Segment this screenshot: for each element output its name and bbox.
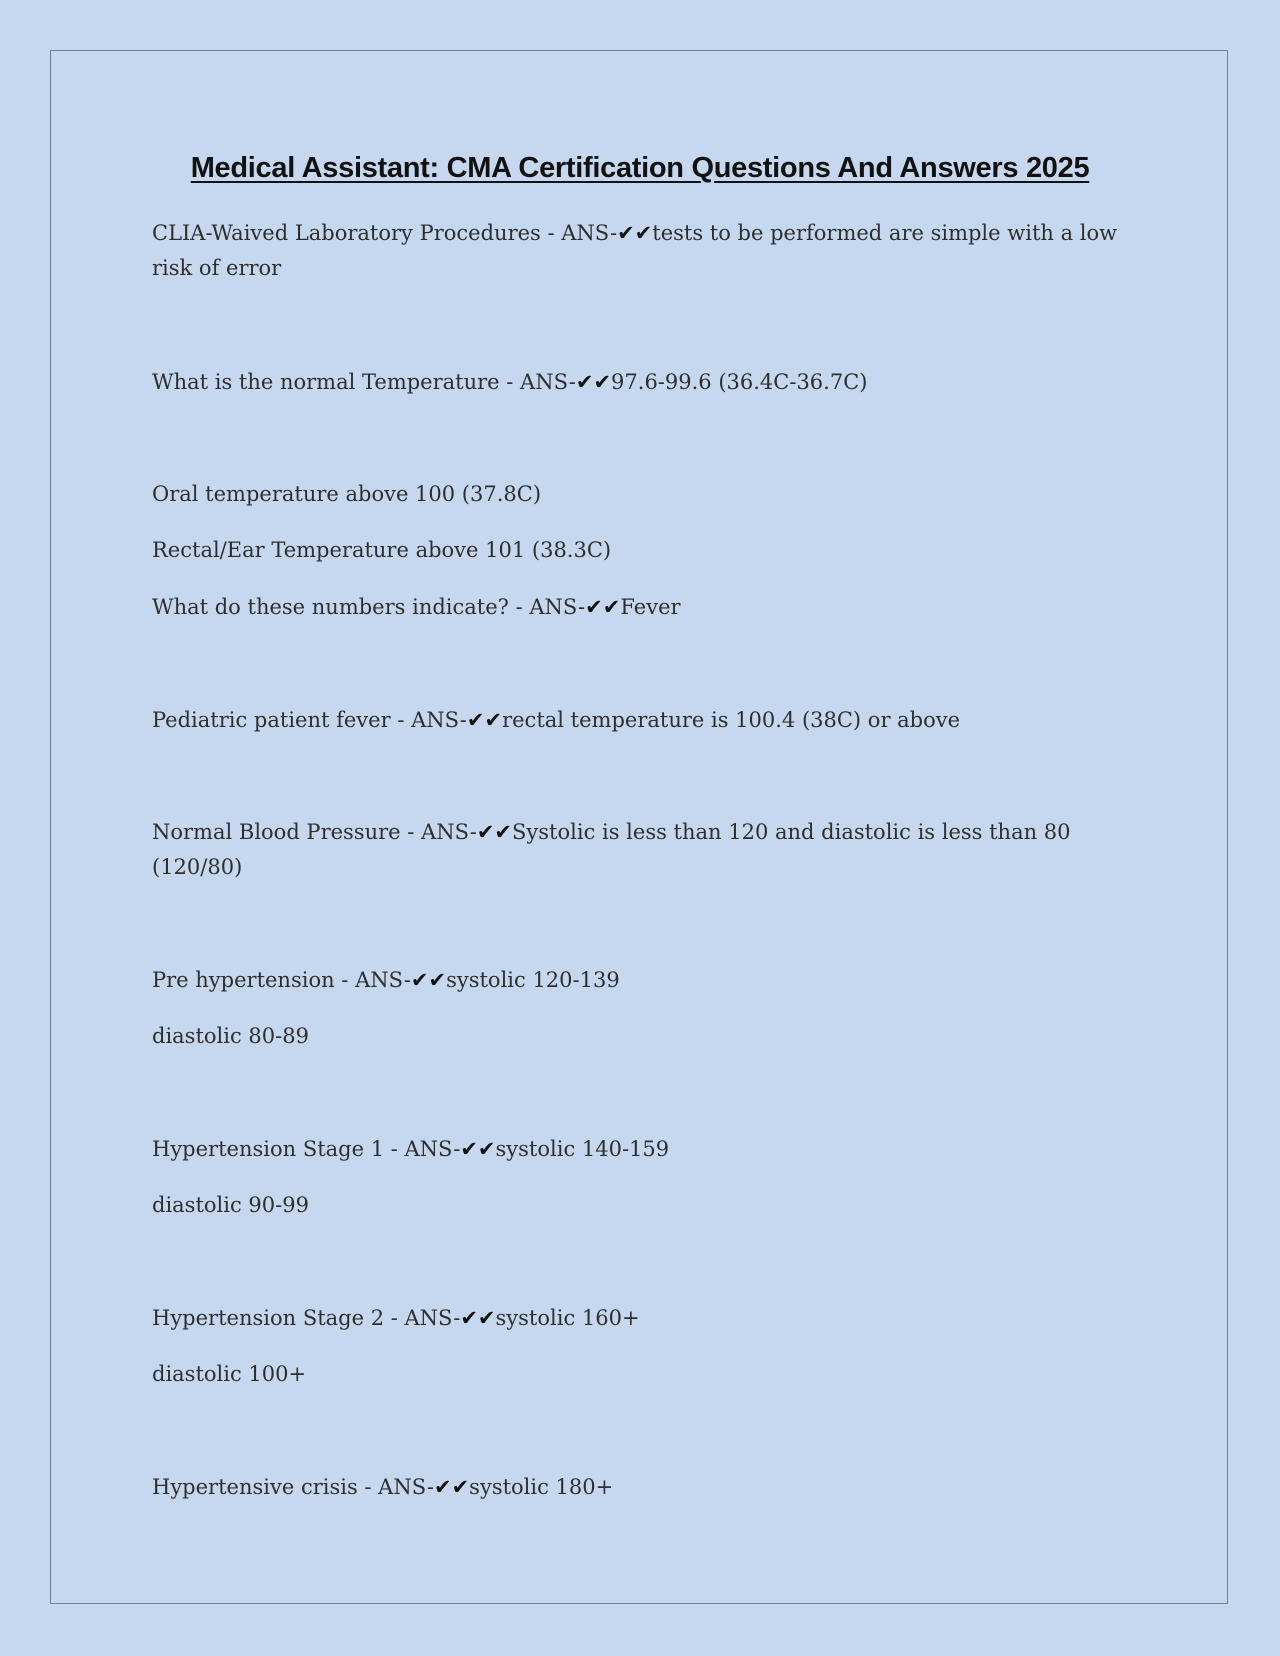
context-line: Oral temperature above 100 (37.8C) [152,482,542,506]
qa-item-fever [152,590,681,625]
answer-text: systolic 160+ [495,1306,640,1330]
double-check-icon: ✔✔ [466,708,503,732]
answer-continuation: diastolic 90-99 [152,1193,309,1217]
answer-marker: ANS- [421,820,477,844]
answer-text: tests to be performed are simple with a low risk of error [152,221,1118,280]
qa-item-normal-blood-pressure [152,815,1132,885]
answer-continuation: diastolic 80-89 [152,1024,309,1048]
qa-item-pediatric-fever [152,703,960,738]
answer-marker: ANS- [404,1306,461,1330]
qa-item-clia [152,216,1132,286]
double-check-icon: ✔✔ [460,1137,496,1161]
answer-marker: ANS- [378,1475,434,1499]
answer-text: systolic 180+ [469,1475,614,1499]
qa-item-hypertension-stage-1 [152,1132,669,1167]
question-text: Hypertension Stage 1 - [152,1137,405,1161]
question-text: Hypertension Stage 2 - [152,1306,405,1330]
answer-text: systolic 140-159 [495,1137,670,1161]
qa-item-hypertensive-crisis [152,1470,613,1505]
document-title: Medical Assistant: CMA Certification Questions And Answers 2025 [190,152,1090,184]
question-text: What is the normal Temperature - [152,370,521,394]
answer-marker: ANS- [404,1137,461,1161]
double-check-icon: ✔✔ [410,968,447,992]
double-check-icon: ✔✔ [617,221,653,245]
double-check-icon: ✔✔ [433,1475,470,1499]
question-text: Hypertensive crisis - [152,1475,379,1499]
answer-text: rectal temperature is 100.4 (38C) or above [502,708,961,732]
double-check-icon: ✔✔ [476,820,513,844]
answer-text: 97.6-99.6 (36.4C-36.7C) [611,370,868,394]
answer-marker: ANS- [520,370,576,394]
qa-item-normal-temperature [152,365,867,400]
answer-continuation: diastolic 100+ [152,1362,307,1386]
double-check-icon: ✔✔ [575,370,612,394]
question-text: What do these numbers indicate? - [152,595,530,619]
answer-marker: ANS- [561,221,618,245]
question-text: Pediatric patient fever - [152,708,412,732]
qa-item-pre-hypertension [152,963,620,998]
answer-marker: ANS- [355,968,411,992]
context-line: Rectal/Ear Temperature above 101 (38.3C) [152,538,612,562]
question-text: Normal Blood Pressure - [152,820,422,844]
qa-item-hypertension-stage-2 [152,1301,640,1336]
question-text: CLIA-Waived Laboratory Procedures - [152,221,562,245]
answer-text: Fever [620,595,681,619]
answer-marker: ANS- [529,595,586,619]
double-check-icon: ✔✔ [585,595,621,619]
answer-text: systolic 120-139 [446,968,620,992]
answer-marker: ANS- [411,708,467,732]
answer-text: Systolic is less than 120 and diastolic is less than 80 (120/80) [152,820,1071,879]
double-check-icon: ✔✔ [460,1306,496,1330]
question-text: Pre hypertension - [152,968,356,992]
